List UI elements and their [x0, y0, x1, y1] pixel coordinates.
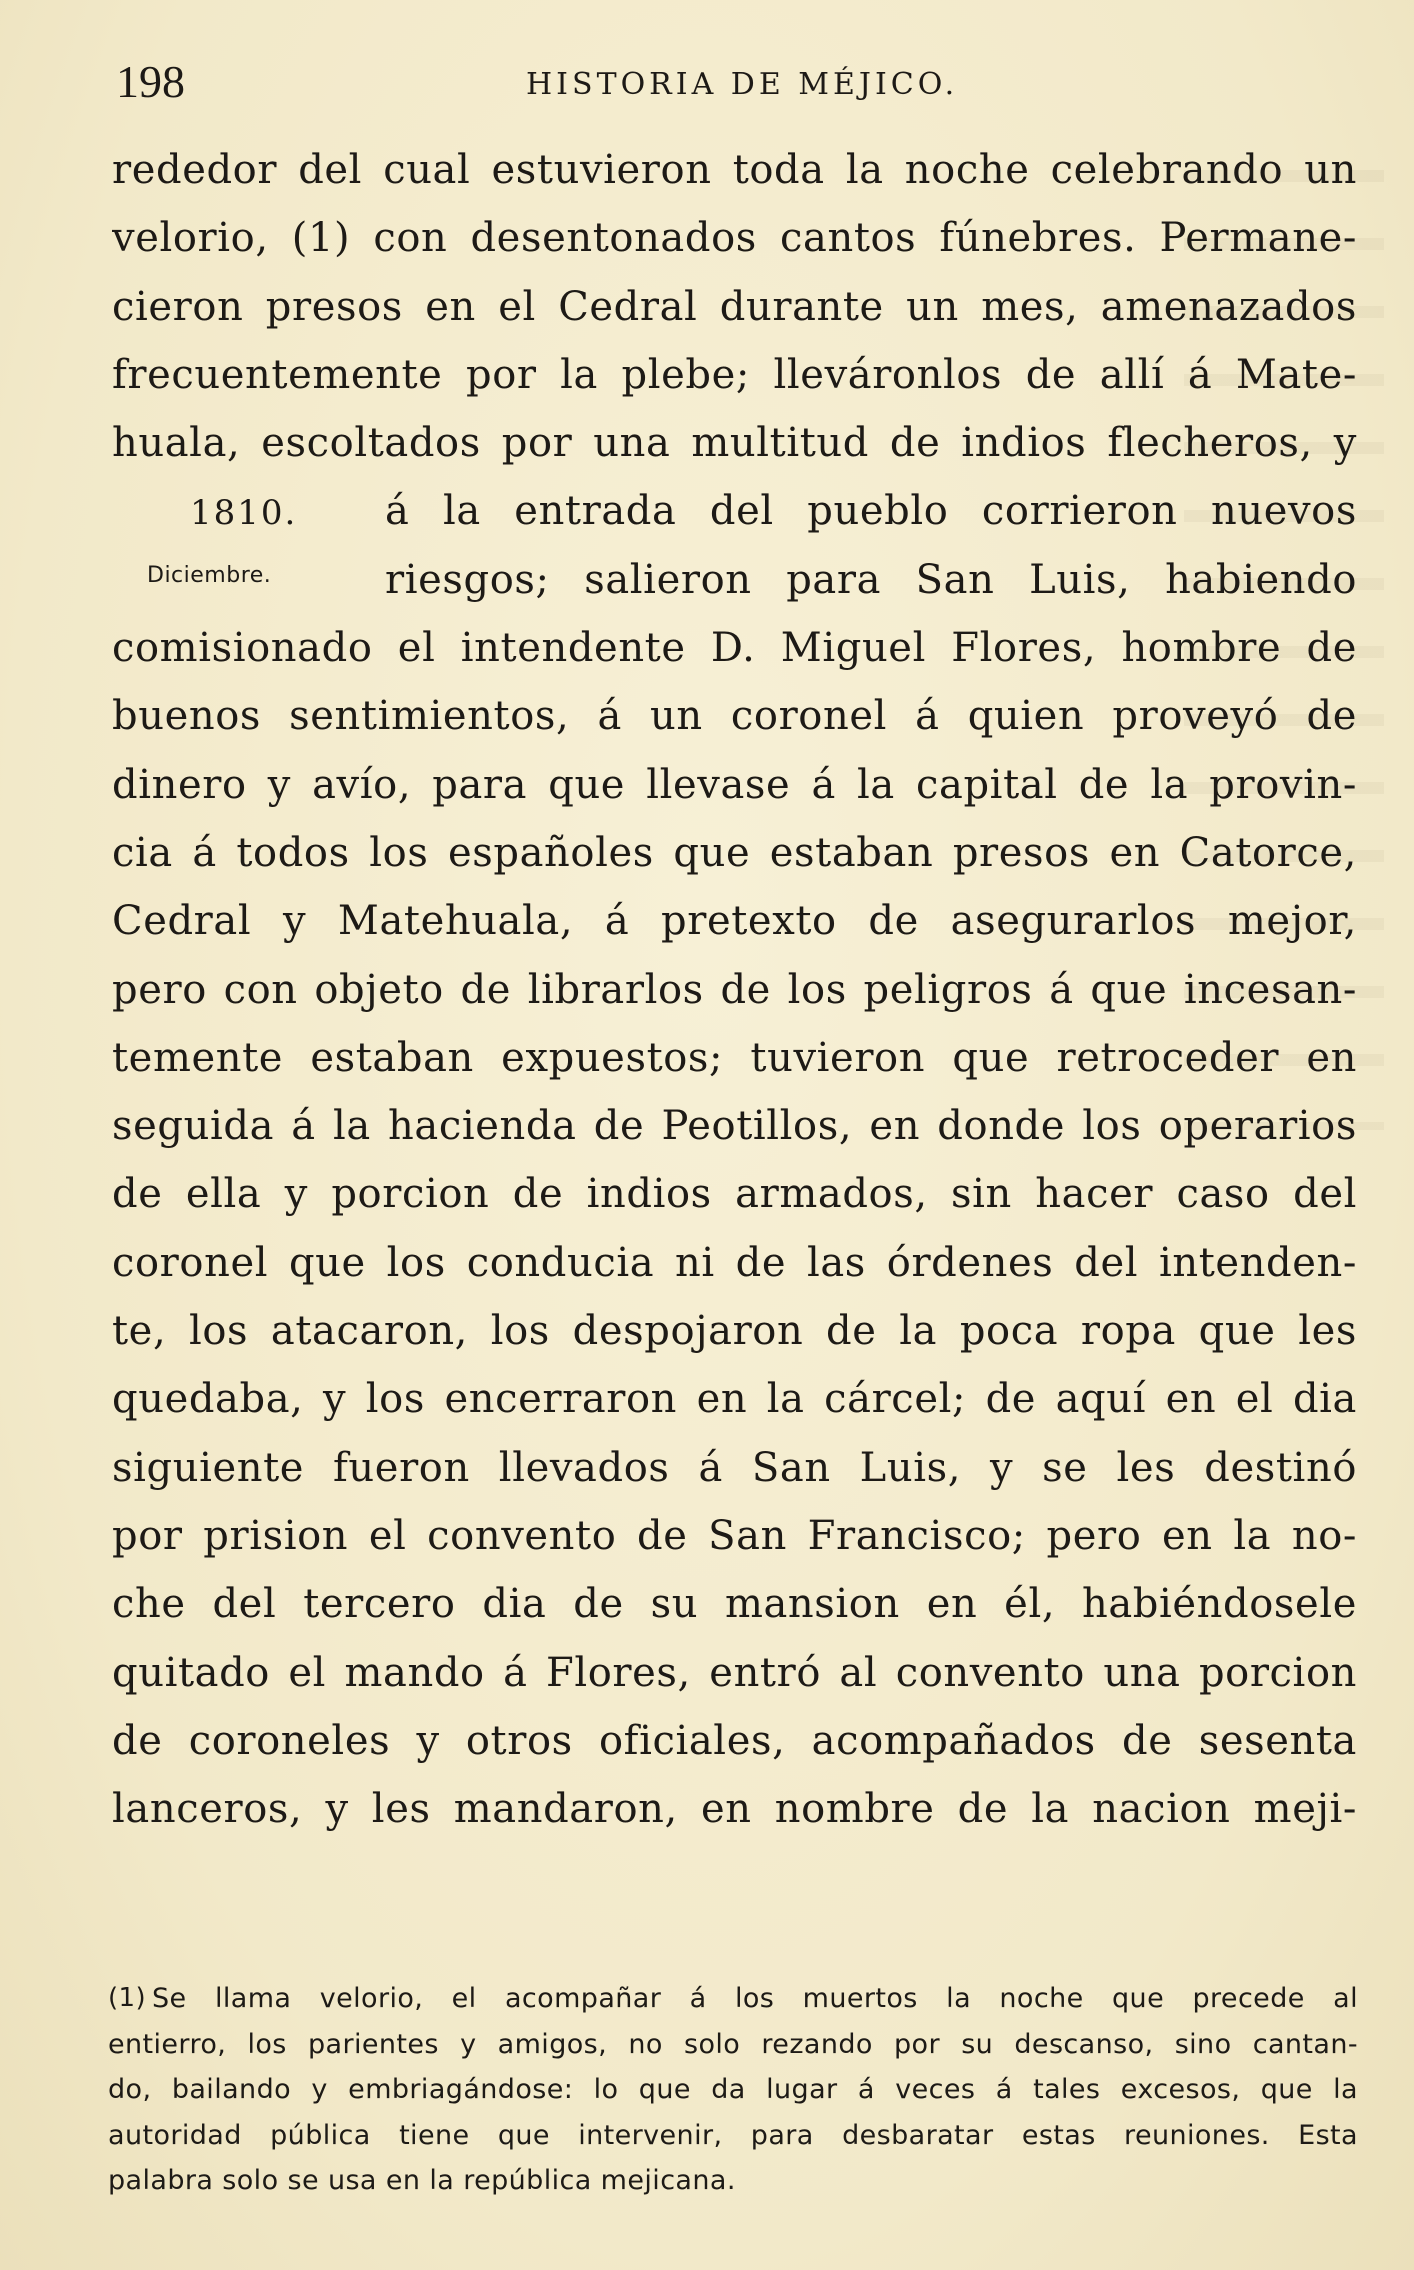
footnote [108, 1976, 1358, 2204]
body-line: seguida á la hacienda de Peotillos, en donde los operarios [112, 1103, 1357, 1150]
body-line: frecuentemente por la plebe; lleváronlos de allí á Mate- [112, 351, 1357, 398]
body-line: riesgos; salieron para San Luis, habiendo [385, 556, 1357, 603]
body-line: comisionado el intendente D. Miguel Flores, hombre de [112, 625, 1357, 672]
body-line: velorio, (1) con desentonados cantos fúnebres. Permane- [112, 215, 1357, 262]
body-line: dinero y avío, para que llevase á la capital de la provin- [112, 761, 1357, 808]
body-text [112, 136, 1357, 1843]
footnote-line [108, 1976, 1358, 2022]
footnote-line: palabra solo se usa en la república mejicana. [108, 2165, 736, 2196]
page-header [116, 52, 1356, 112]
footnote-marker: (1) [108, 1983, 147, 2013]
body-line: siguiente fueron llevados á San Luis, y se les destinó [112, 1444, 1357, 1491]
footnote-line: do, bailando y embriagándose: lo que da lugar á veces á tales excesos, que la [108, 2074, 1358, 2105]
body-line: lanceros, y les mandaron, en nombre de la nacion meji- [112, 1786, 1357, 1833]
body-line: buenos sentimientos, á un coronel á quien proveyó de [112, 693, 1357, 740]
body-line: huala, escoltados por una multitud de indios flecheros, y [112, 420, 1357, 467]
body-line: temente estaban expuestos; tuvieron que retroceder en [112, 1034, 1357, 1081]
body-line: quedaba, y los encerraron en la cárcel; de aquí en el dia [112, 1376, 1357, 1423]
margin-note-year: 1810. [190, 493, 298, 533]
body-line: che del tercero dia de su mansion en él, habiéndosele [112, 1581, 1357, 1628]
margin-note-month: Diciembre. [147, 563, 272, 588]
footnote-line: autoridad pública tiene que intervenir, para desbaratar estas reuniones. Esta [108, 2119, 1358, 2151]
body-line: coronel que los conducia ni de las órdenes del intenden- [112, 1239, 1357, 1286]
body-line: Cedral y Matehuala, á pretexto de asegurarlos mejor, [112, 898, 1357, 945]
body-line: rededor del cual estuvieron toda la noche celebrando un [112, 147, 1357, 193]
body-line: quitado el mando á Flores, entró al convento una porcion [112, 1649, 1357, 1696]
running-title: HISTORIA DE MÉJICO. [526, 67, 959, 102]
footnote-line-text: Se llama velorio, el acompañar á los muertos la noche que precede al [152, 1983, 1358, 2014]
body-line: á la entrada del pueblo corrieron nuevos [385, 488, 1357, 535]
body-line: de ella y porcion de indios armados, sin hacer caso del [112, 1171, 1357, 1218]
page-number: 198 [116, 56, 185, 107]
body-line: te, los atacaron, los despojaron de la poca ropa que les [112, 1308, 1357, 1355]
footnote-line: entierro, los parientes y amigos, no solo rezando por su descanso, sino cantan- [108, 2028, 1358, 2060]
body-line: cia á todos los españoles que estaban presos en Catorce, [112, 829, 1357, 876]
body-line: de coroneles y otros oficiales, acompañados de sesenta [112, 1717, 1357, 1764]
body-line: por prision el convento de San Francisco; pero en la no- [112, 1512, 1357, 1559]
body-line: pero con objeto de librarlos de los peligros á que incesan- [112, 966, 1357, 1013]
body-line: cieron presos en el Cedral durante un mes, amenazados [112, 283, 1357, 330]
